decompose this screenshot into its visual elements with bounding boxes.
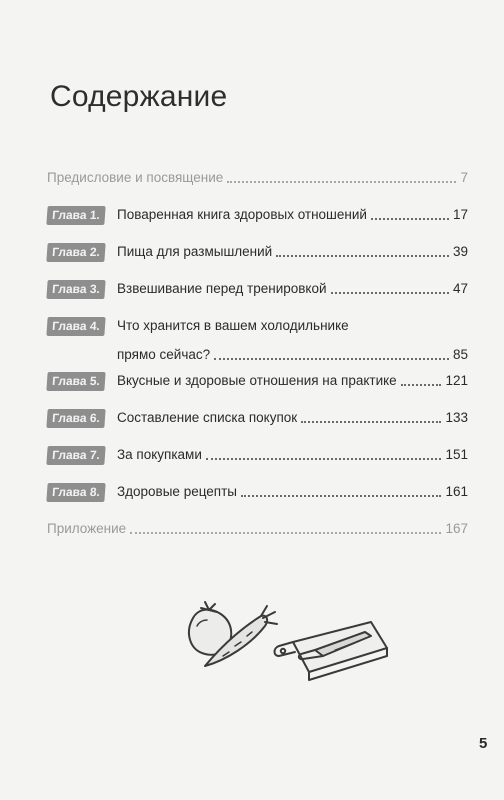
toc-entry-title: За покупками (117, 447, 202, 462)
page-number: 5 (479, 735, 488, 752)
dot-leader (130, 531, 441, 534)
toc-entry-title-line1: Что хранится в вашем холодильнике (117, 318, 349, 333)
toc-entry-page: 17 (452, 207, 468, 222)
dot-leader (241, 494, 441, 497)
dot-leader (227, 180, 456, 183)
chapter-badge: Глава 6. (46, 409, 105, 428)
toc-entry-page: 167 (445, 521, 468, 536)
chapter-badge: Глава 7. (46, 446, 105, 465)
toc-entry-preface[interactable] (47, 168, 468, 188)
toc-entry-page: 7 (460, 170, 468, 185)
toc-entry-title: Вкусные и здоровые отношения на практике (117, 373, 397, 388)
toc-entry-chapter-1[interactable] (47, 205, 468, 225)
chapter-badge: Глава 2. (46, 243, 105, 262)
chapter-badge: Глава 4. (46, 317, 105, 336)
toc-entry-title: Приложение (47, 521, 127, 536)
toc-entry-chapter-6[interactable] (47, 408, 468, 428)
toc-entry-appendix[interactable] (47, 519, 468, 539)
chapter-badge: Глава 8. (46, 483, 105, 502)
page-title: Содержание (50, 80, 228, 113)
toc-entry-chapter-2[interactable] (47, 242, 468, 262)
dot-leader (276, 254, 449, 257)
dot-leader (401, 383, 442, 386)
toc-entry-title: прямо сейчас? (117, 347, 211, 362)
toc-entry-page: 151 (445, 447, 468, 462)
toc-entry-title: Взвешивание перед тренировкой (117, 281, 327, 296)
toc-entry-title: Здоровые рецепты (117, 484, 237, 499)
toc-entry-page: 85 (452, 347, 468, 362)
chapter-badge: Глава 5. (46, 372, 105, 391)
toc-entry-page: 47 (452, 281, 468, 296)
toc-entry-chapter-4[interactable] (47, 316, 468, 365)
chapter-badge: Глава 1. (46, 206, 105, 225)
toc-entry-chapter-5[interactable] (47, 371, 468, 391)
toc-entry-chapter-7[interactable] (47, 445, 468, 465)
vegetables-cutting-board-icon (175, 580, 395, 700)
dot-leader (371, 217, 449, 220)
dot-leader (206, 457, 442, 460)
chapter-badge: Глава 3. (46, 280, 105, 299)
toc-entry-page: 161 (445, 484, 468, 499)
toc-entry-title: Составление списка покупок (117, 410, 298, 425)
toc-entry-chapter-3[interactable] (47, 279, 468, 299)
dot-leader (331, 291, 449, 294)
toc-entry-page: 133 (445, 410, 468, 425)
toc-entry-title: Предисловие и посвящение (47, 170, 224, 185)
toc-entry-title: Пища для размышлений (117, 244, 273, 259)
toc-entry-page: 121 (445, 373, 468, 388)
toc-entry-title: Поваренная книга здоровых отношений (117, 207, 367, 222)
dot-leader (214, 357, 449, 360)
toc-entry-page: 39 (452, 244, 468, 259)
dot-leader (301, 420, 441, 423)
toc-entry-chapter-8[interactable] (47, 482, 468, 502)
